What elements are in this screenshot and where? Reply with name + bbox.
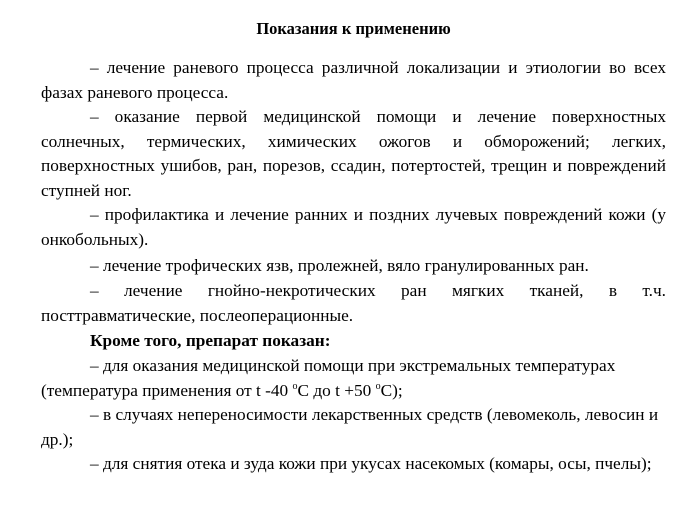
temperature-text-tail: C); xyxy=(380,380,403,400)
additional-extreme-temperatures xyxy=(41,354,666,403)
indication-wound-healing: – лечение раневого процесса различной локализации и этиологии во всех фазах раневого процесса. xyxy=(41,58,666,102)
temperature-text-lead: – для оказания медицинской помощи при экстремальных температурах (температура применения от t -40 xyxy=(41,356,616,400)
indication-trophic-ulcers: – лечение трофических язв, пролежней, вяло гранулированных ран. xyxy=(90,256,589,275)
indication-necrotic-wounds: – лечение гнойно-некротических ран мягких тканей, в т.ч. посттравматические, послеоперационные. xyxy=(41,281,666,325)
additional-drug-intolerance: – в случаях непереносимости лекарственных средств (левомеколь, левосин и др.); xyxy=(41,405,659,449)
indication-radiation-damage: – профилактика и лечение ранних и поздних лучевых повреждений кожи (у онкобольных). xyxy=(41,205,666,249)
degree-mark: o xyxy=(292,380,298,392)
page-title: Показания к применению xyxy=(256,19,451,38)
indication-first-aid: – оказание первой медицинской помощи и лечение поверхностных солнечных, термических, химических ожогов и обморожений; легких, поверхностных ушибов, ран, порезов, ссадин, потертостей, трещин и повреждений ступней ног. xyxy=(41,107,666,200)
temperature-text-mid: C до t +50 xyxy=(297,380,376,400)
degree-mark: o xyxy=(375,380,381,392)
additional-insect-bites: – для снятия отека и зуда кожи при укусах насекомых (комары, осы, пчелы); xyxy=(90,454,652,473)
additional-heading: Кроме того, препарат показан: xyxy=(90,331,331,350)
